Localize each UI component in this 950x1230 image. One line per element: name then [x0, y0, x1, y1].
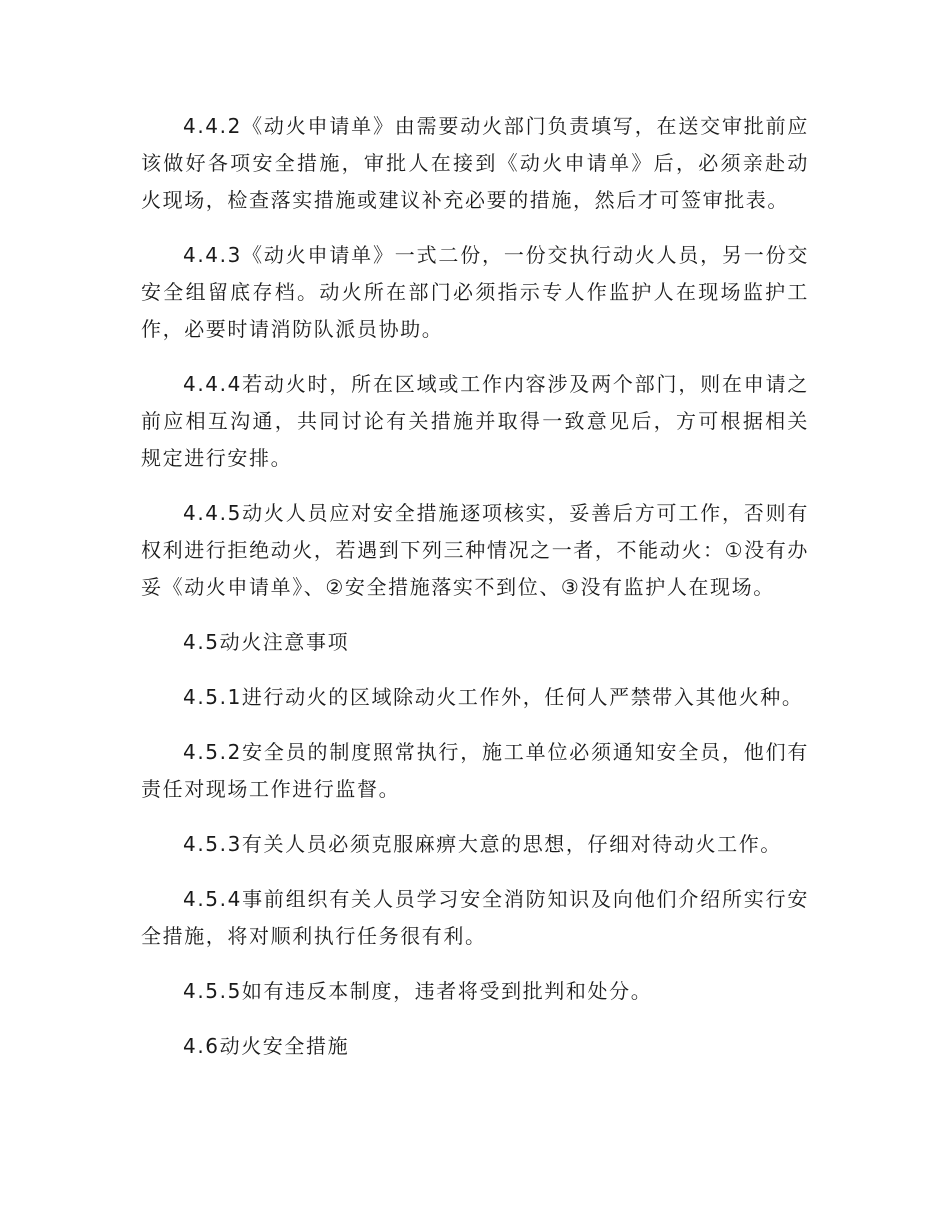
paragraph-4-5-3: 4.5.3有关人员必须克服麻痹大意的思想，仔细对待动火工作。	[183, 832, 782, 856]
paragraph-4-5-4: 4.5.4事前组织有关人员学习安全消防知识及向他们介绍所实行安全措施，将对顺利执行任务很有利。	[141, 887, 809, 948]
paragraph-4-4-2: 4.4.2《动火申请单》由需要动火部门负责填写，在送交审批前应该做好各项安全措施，审批人在接到《动火申请单》后，必须亲赴动火现场，检查落实措施或建议补充必要的措施，然后才可签审批表。	[141, 114, 809, 212]
document-body	[141, 108, 809, 1083]
paragraph-4-4-4: 4.4.4若动火时，所在区域或工作内容涉及两个部门，则在申请之前应相互沟通，共同讨论有关措施并取得一致意见后，方可根据相关规定进行安排。	[141, 372, 809, 470]
section-heading-4-6: 4.6动火安全措施	[183, 1034, 350, 1058]
paragraph-4-4-3: 4.4.3《动火申请单》一式二份，一份交执行动火人员，另一份交安全组留底存档。动火所在部门必须指示专人作监护人在现场监护工作，必要时请消防队派员协助。	[141, 243, 809, 341]
paragraph-4-4-5: 4.4.5动火人员应对安全措施逐项核实，妥善后方可工作，否则有权利进行拒绝动火，若遇到下列三种情况之一者，不能动火：①没有办妥《动火申请单》、②安全措施落实不到位、③没有监护人在现场。	[141, 501, 809, 599]
paragraph-4-5-2: 4.5.2安全员的制度照常执行，施工单位必须通知安全员，他们有责任对现场工作进行监督。	[141, 740, 809, 801]
paragraph-4-5-1: 4.5.1进行动火的区域除动火工作外，任何人严禁带入其他火种。	[183, 685, 804, 709]
paragraph-4-5-5: 4.5.5如有违反本制度，违者将受到批判和处分。	[183, 979, 653, 1003]
section-heading-4-5: 4.5动火注意事项	[183, 630, 350, 654]
